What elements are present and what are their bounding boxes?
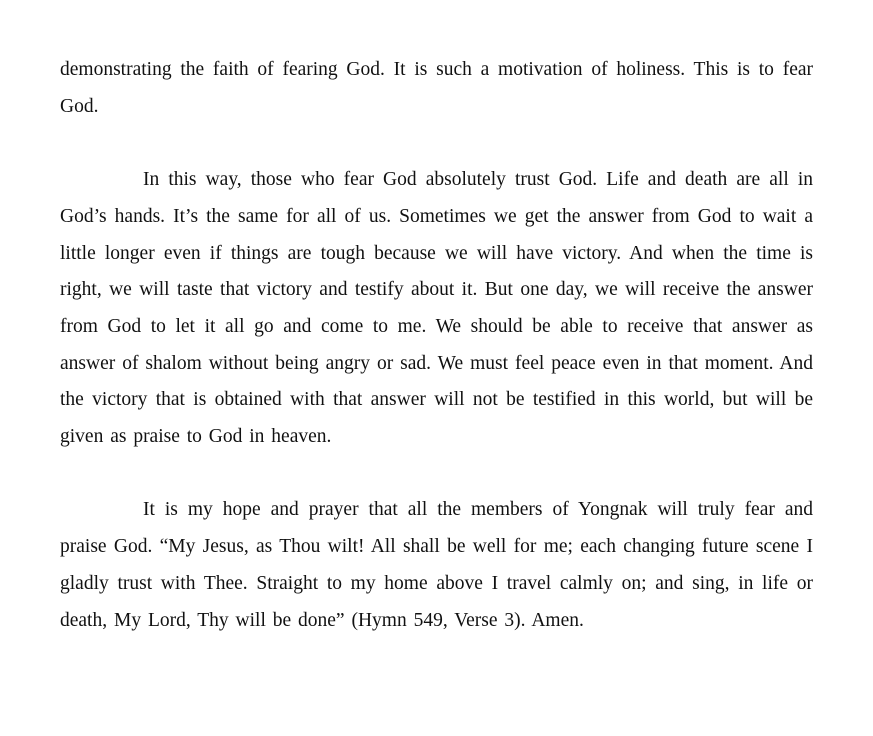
paragraph-trust-god: In this way, those who fear God absolutely trust God. Life and death are all in God’s hands. It’s the same for all of us. Sometimes we get the answer from God to wait a little longer even if things are tough because we will have victory. And when the time is right, we will taste that victory and testify about it. But one day, we will receive the answer from God to let it all go and come to me. We should be able to receive that answer as answer of shalom without being angry or sad. We must feel peace even in that moment. And the victory that is obtained with that answer will not be testified in this world, but will be given as praise to God in heaven. [60,169,813,448]
paragraph-continuation: demonstrating the faith of fearing God. It is such a motivation of holiness. This is to fear God. [60,59,813,117]
document-page [60,52,813,639]
paragraph-gap [60,125,813,162]
paragraph-closing-prayer: It is my hope and prayer that all the members of Yongnak will truly fear and praise God. “My Jesus, as Thou wilt! All shall be well for me; each changing future scene I gladly trust with Thee. Straight to my home above I travel calmly on; and sing, in life or death, My Lord, Thy will be done” (Hymn 549, Verse 3). Amen. [60,499,813,631]
paragraph-gap [60,456,813,493]
